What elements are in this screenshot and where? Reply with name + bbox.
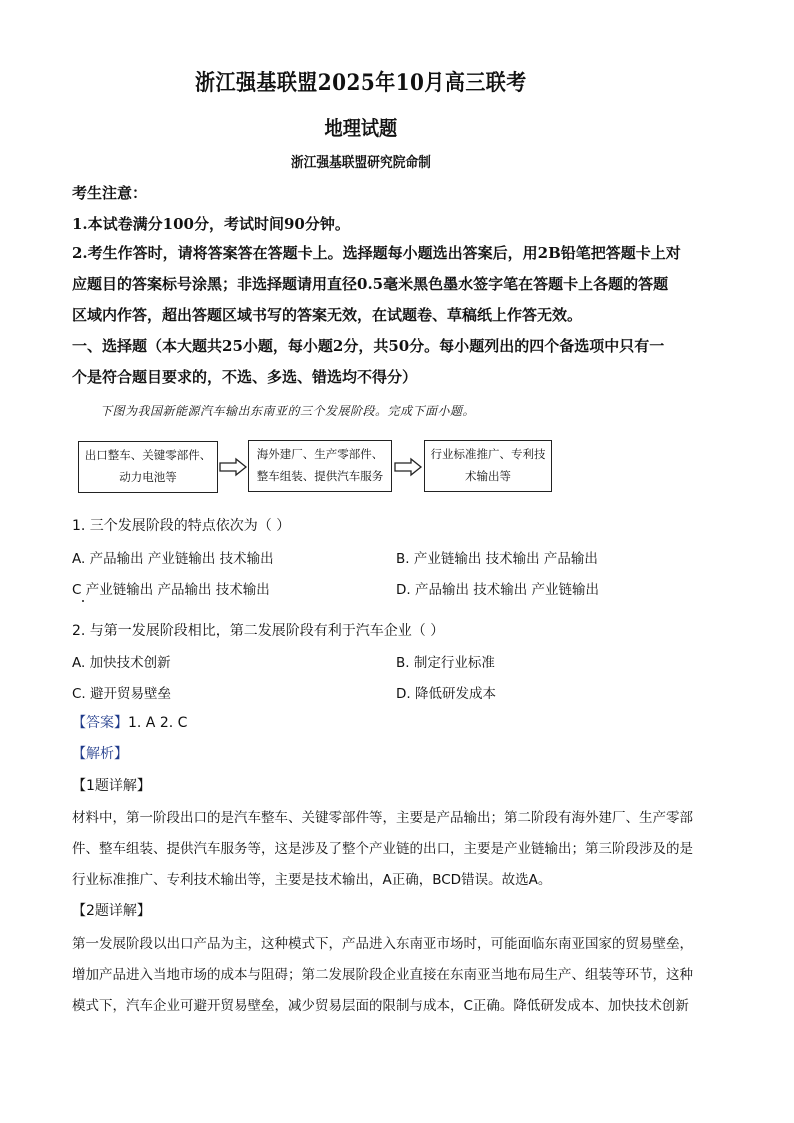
question-2-option-d: D. 降低研发成本 (396, 686, 496, 702)
organizer: 浙江强基联盟研究院命制 (290, 155, 431, 171)
section-heading (72, 331, 664, 393)
stage-1-box (78, 441, 218, 493)
question-1-option-b: B. 产业链输出 技术输出 产品输出 (396, 551, 598, 567)
notice-item-2 (72, 238, 681, 331)
detail-2-line: 第一发展阶段以出口产品为主，这种模式下，产品进入东南亚市场时，可能面临东南亚国家的贸易壁垒， (72, 936, 693, 952)
stage-1-text: 出口整车、关键零部件、 (84, 448, 212, 462)
notice-item-1: 1.本试卷满分100分，考试时间90分钟。 (72, 215, 350, 233)
stage-3-box (424, 440, 552, 492)
question-intro: 下图为我国新能源汽车输出东南亚的三个发展阶段。完成下面小题。 (100, 404, 476, 418)
detail-1-label: 【1题详解】 (72, 778, 151, 794)
answer-row (72, 712, 187, 732)
question-1-option-c: C 产业链输出 产品输出 技术输出 (72, 582, 270, 598)
detail-1-line: 材料中，第一阶段出口的是汽车整车、关键零部件等，主要是产品输出；第二阶段有海外建厂、生产零部 (72, 810, 693, 826)
detail-2-line: 增加产品进入当地市场的成本与阻碍；第二发展阶段企业直接在东南亚当地布局生产、组装等环节，这种 (72, 967, 693, 983)
detail-1-line: 行业标准推广、专利技术输出等，主要是技术输出，A正确，BCD错误。故选A。 (72, 872, 552, 888)
arrow-right-icon (218, 457, 248, 477)
section-heading-line: 个是符合题目要求的，不选、多选、错选均不得分） (72, 368, 418, 386)
question-1-option-a: A. 产品输出 产业链输出 技术输出 (72, 551, 274, 567)
section-heading-line: 一、选择题（本大题共25小题，每小题2分，共50分。每小题列出的四个备选项中只有一 (72, 337, 665, 355)
stray-dot (82, 600, 84, 602)
question-2-stem: 2. 与第一发展阶段相比，第二发展阶段有利于汽车企业（ ） (72, 623, 445, 639)
arrow-right-icon (393, 457, 423, 477)
detail-2-label: 【2题详解】 (72, 903, 151, 919)
question-2-option-a: A. 加快技术创新 (72, 655, 171, 671)
stage-3-text: 术输出等 (465, 469, 511, 483)
answer-label: 【答案】 (72, 715, 128, 731)
detail-1-line: 件、整车组装、提供汽车服务等，这是涉及了整个产业链的出口，主要是产业链输出；第三阶段涉及的是 (72, 841, 693, 857)
detail-2-line: 模式下，汽车企业可避开贸易壁垒，减少贸易层面的限制与成本，C正确。降低研发成本、加快技术创新 (72, 998, 689, 1014)
notice-item-2-line: 2.考生作答时，请将答案答在答题卡上。选择题每小题选出答案后，用2B铅笔把答题卡上对 (72, 244, 681, 262)
question-2-option-c: C. 避开贸易壁垒 (72, 686, 172, 702)
question-1-stem: 1. 三个发展阶段的特点依次为（ ） (72, 518, 291, 534)
stage-2-text: 海外建厂、生产零部件、 (256, 447, 384, 461)
stage-2-box (248, 440, 392, 492)
question-2-option-b: B. 制定行业标准 (396, 655, 495, 671)
stage-2-text: 整车组装、提供汽车服务 (256, 469, 384, 483)
notice-item-2-line: 区域内作答，超出答题区域书写的答案无效，在试题卷、草稿纸上作答无效。 (72, 306, 583, 324)
exam-title: 浙江强基联盟2025年10月高三联考 (195, 70, 527, 96)
answer-value: 1. A 2. C (128, 715, 188, 731)
analysis-label: 【解析】 (72, 746, 128, 762)
question-1-option-d: D. 产品输出 技术输出 产业链输出 (396, 582, 600, 598)
subject-title: 地理试题 (324, 116, 398, 140)
notice-heading: 考生注意： (72, 184, 148, 202)
stage-3-text: 行业标准推广、专利技 (430, 447, 546, 461)
stage-1-text: 动力电池等 (119, 470, 177, 484)
notice-item-2-line: 应题目的答案标号涂黑；非选择题请用直径0.5毫米黑色墨水签字笔在答题卡上各题的答题 (72, 275, 669, 293)
